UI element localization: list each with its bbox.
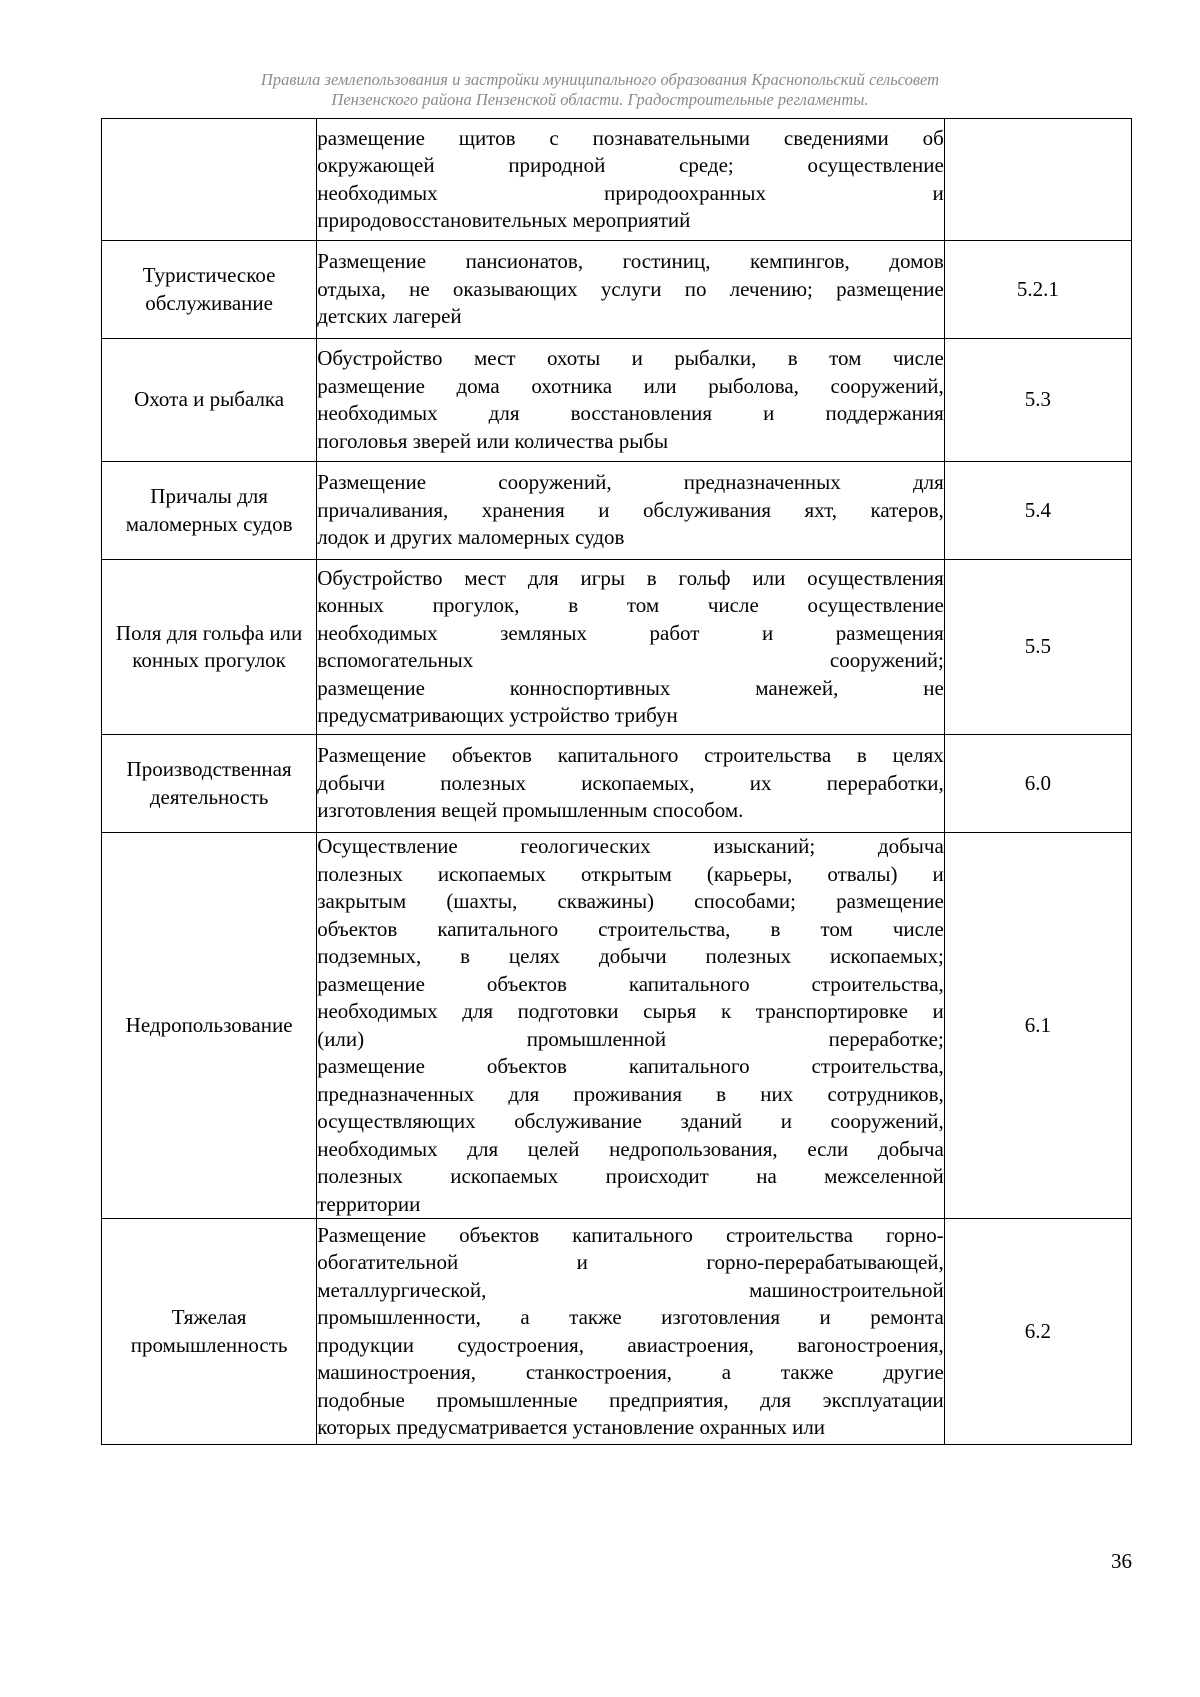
table-row bbox=[102, 119, 1132, 241]
use-type-name: Производственная деятельность bbox=[102, 735, 317, 833]
description-line: полезных ископаемых открытым (карьеры, отвалы) и bbox=[317, 861, 944, 886]
description-line: подобные промышленные предприятия, для эксплуатации bbox=[317, 1387, 944, 1412]
use-type-name: Туристическое обслуживание bbox=[102, 241, 317, 339]
table-row bbox=[102, 241, 1132, 339]
use-type-description bbox=[317, 735, 945, 833]
description-line: объектов капитального строительства, в том числе bbox=[317, 916, 944, 941]
description-line: подземных, в целях добычи полезных ископаемых; bbox=[317, 944, 944, 968]
table-row bbox=[102, 735, 1132, 833]
use-type-name bbox=[102, 119, 317, 241]
use-type-name: Тяжелая промышленность bbox=[102, 1219, 317, 1445]
description-line: осуществляющих обслуживание зданий и сооружений, bbox=[317, 1109, 944, 1133]
use-type-description bbox=[317, 1219, 945, 1445]
use-type-description bbox=[317, 119, 945, 241]
description-line: отдыха, не оказывающих услуги по лечению; размещение bbox=[317, 276, 944, 301]
description-line: поголовья зверей или количества рыбы bbox=[317, 428, 669, 453]
description-line: Обустройство мест охоты и рыбалки, в том числе bbox=[317, 346, 944, 370]
table-row bbox=[102, 560, 1132, 735]
description-line: полезных ископаемых происходит на межселенной bbox=[317, 1164, 944, 1188]
description-line: конных прогулок, в том числе осуществление bbox=[317, 593, 944, 617]
description-line: размещение конноспортивных манежей, не bbox=[317, 675, 944, 700]
description-line: обогатительной и горно-перерабатывающей, bbox=[317, 1250, 944, 1274]
table-row bbox=[102, 339, 1132, 462]
description-line: продукции судостроения, авиастроения, вагоностроения, bbox=[317, 1332, 944, 1357]
description-line: Размещение сооружений, предназначенных для bbox=[317, 470, 944, 495]
use-type-code: 5.5 bbox=[944, 560, 1131, 735]
description-line: необходимых для подготовки сырья к транспортировке и bbox=[317, 999, 944, 1023]
description-line: причаливания, хранения и обслуживания яхт, катеров, bbox=[317, 497, 944, 522]
description-line: Размещение объектов капитального строительства в целях bbox=[317, 743, 944, 768]
description-line: детских лагерей bbox=[317, 304, 462, 329]
description-line: закрытым (шахты, скважины) способами; размещение bbox=[317, 889, 944, 913]
description-line: Обустройство мест для игры в гольф или осуществления bbox=[317, 565, 944, 590]
use-type-code: 5.3 bbox=[944, 339, 1131, 462]
description-line: металлургической, машиностроительной bbox=[317, 1277, 944, 1302]
use-type-description bbox=[317, 560, 945, 735]
use-type-code: 6.0 bbox=[944, 735, 1131, 833]
use-type-name: Охота и рыбалка bbox=[102, 339, 317, 462]
description-line: размещение щитов с познавательными сведениями об bbox=[317, 125, 944, 150]
description-line: промышленности, а также изготовления и ремонта bbox=[317, 1305, 944, 1329]
description-line: добычи полезных ископаемых, их переработки, bbox=[317, 770, 944, 795]
description-line: необходимых природоохранных и bbox=[317, 180, 944, 205]
header-line-1: Правила землепользования и застройки муниципального образования Краснопольский сельсовет bbox=[260, 70, 940, 89]
use-type-description bbox=[317, 833, 945, 1219]
land-use-table bbox=[101, 118, 1132, 1445]
description-line: Осуществление геологических изысканий; добыча bbox=[317, 834, 944, 858]
description-line: необходимых для целей недропользования, если добыча bbox=[317, 1136, 944, 1161]
description-line: Размещение пансионатов, гостиниц, кемпингов, домов bbox=[317, 249, 944, 274]
use-type-code: 5.2.1 bbox=[944, 241, 1131, 339]
description-line: предусматривающих устройство трибун bbox=[317, 703, 678, 727]
table-body bbox=[102, 119, 1132, 1445]
description-line: размещение объектов капитального строительства, bbox=[317, 971, 944, 996]
table-row bbox=[102, 1219, 1132, 1445]
description-line: Размещение объектов капитального строительства горно- bbox=[317, 1222, 944, 1247]
description-line: необходимых для восстановления и поддержания bbox=[317, 401, 944, 425]
description-line: размещение объектов капитального строительства, bbox=[317, 1054, 944, 1078]
description-line: которых предусматривается установление охранных или bbox=[317, 1415, 826, 1439]
use-type-description bbox=[317, 462, 945, 560]
description-line: машиностроения, станкостроения, а также другие bbox=[317, 1360, 944, 1384]
table-row bbox=[102, 833, 1132, 1219]
page-number: 36 bbox=[1111, 1549, 1132, 1573]
description-line: изготовления вещей промышленным способом. bbox=[317, 798, 744, 823]
description-line: окружающей природной среде; осуществление bbox=[317, 153, 944, 177]
use-type-name: Причалы для маломерных судов bbox=[102, 462, 317, 560]
use-type-name: Поля для гольфа или конных прогулок bbox=[102, 560, 317, 735]
description-line: необходимых земляных работ и размещения bbox=[317, 620, 944, 645]
use-type-code: 6.1 bbox=[944, 833, 1131, 1219]
description-line: природовосстановительных мероприятий bbox=[317, 208, 691, 232]
description-line: предназначенных для проживания в них сотрудников, bbox=[317, 1081, 944, 1106]
use-type-description bbox=[317, 241, 945, 339]
description-line: территории bbox=[317, 1191, 421, 1216]
description-line: вспомогательных сооружений; bbox=[317, 648, 944, 672]
use-type-name: Недропользование bbox=[102, 833, 317, 1219]
table-row bbox=[102, 462, 1132, 560]
use-type-code bbox=[944, 119, 1131, 241]
description-line: размещение дома охотника или рыболова, сооружений, bbox=[317, 373, 944, 398]
header-line-2: Пензенского района Пензенской области. Градостроительные регламенты. bbox=[331, 90, 869, 109]
use-type-description bbox=[317, 339, 945, 462]
use-type-code: 6.2 bbox=[944, 1219, 1131, 1445]
running-header bbox=[100, 70, 1100, 110]
use-type-code: 5.4 bbox=[944, 462, 1131, 560]
description-line: лодок и других маломерных судов bbox=[317, 525, 625, 550]
description-line: (или) промышленной переработке; bbox=[317, 1026, 944, 1051]
